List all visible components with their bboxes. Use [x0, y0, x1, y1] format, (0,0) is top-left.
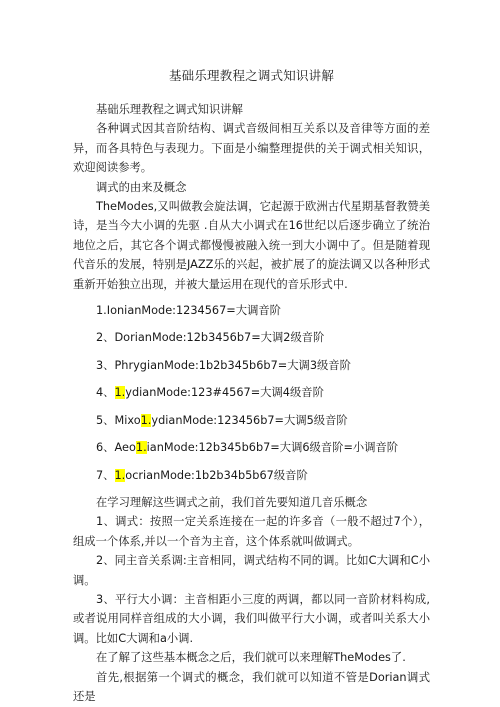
mode-item	[73, 466, 430, 485]
mode-text: 3、PhrygianMode:1b2b345b6b7=大调3级音阶	[96, 358, 351, 372]
mode-text: 2、DorianMode:12b3456b7=大调2级音阶	[96, 331, 325, 345]
highlighted-text: 1.	[135, 441, 147, 455]
mode-text: ydianMode:123#4567=大调4级音阶	[125, 386, 324, 400]
mode-text: 7、	[96, 468, 115, 482]
page-title: 基础乐理教程之调式知识讲解	[168, 68, 335, 83]
mode-item	[73, 356, 430, 375]
highlighted-text: 1.	[114, 468, 126, 482]
section-heading: 调式的由来及概念	[96, 180, 187, 194]
highlighted-text: 1.	[114, 386, 126, 400]
concepts-intro: 在学习理解这些调式之前，我们首先要知道几音乐概念	[96, 495, 368, 509]
subtitle-paragraph: 基础乐理教程之调式知识讲解	[96, 103, 243, 116]
definition-mode: 1、调式：按照一定关系连接在一起的许多音（一般不超过7个），组成一个体系,并以一个音为主音，这个体系就叫做调式。	[73, 515, 430, 548]
last-paragraph: 首先,根据第一个调式的概念，我们就可以知道不管是Dorian调式还是	[73, 670, 430, 703]
mode-text: 5、Mixo	[96, 413, 141, 427]
modes-list	[73, 301, 430, 485]
mode-text: 6、Aeo	[96, 441, 136, 455]
history-paragraph: TheModes,又叫做教会旋法调，它起源于欧洲古代星期基督教赞美诗，是当今大小调的先驱 .自从大小调式在16世纪以后逐步确立了统治地位之后，其它各个调式都慢慢被融入统一到大小调中了。但是随着现代音乐的发展，特别是JAZZ乐的兴起，被扩展了的旋法调又以各种形式重新开始独立出现，并被大量运用在现代的音乐形式中.	[73, 200, 430, 291]
mode-text: ocrianMode:1b2b34b5b67级音阶	[125, 468, 308, 482]
mode-item	[73, 301, 430, 320]
mode-text: 4、	[96, 386, 115, 400]
mode-item	[73, 411, 430, 430]
mode-text: 1.IonianMode:1234567=大调音阶	[96, 304, 281, 318]
definition-same-tonic: 2、同主音关系调:主音相同，调式结构不同的调。比如C大调和C小调。	[73, 554, 430, 587]
mode-item	[73, 438, 430, 457]
mode-text: ydianMode:123456b7=大调5级音阶	[151, 413, 348, 427]
after-concepts: 在了解了这些基本概念之后，我们就可以来理解TheModes了.	[96, 651, 406, 665]
definition-relative-keys: 3、平行大小调：主音相距小三度的两调，都以同一音阶材料构成,或者说用同样音组成的大小调，我们叫做平行大小调，或者叫关系大小调。比如C大调和a小调.	[73, 592, 430, 645]
intro-paragraph: 各种调式因其音阶结构、调式音级间相互关系以及音律等方面的差异，而各具特色与表现力。下面是小编整理提供的关于调式相关知识，欢迎阅读参考。	[73, 122, 430, 175]
mode-text: ianMode:12b345b6b7=大调6级音阶=小调音阶	[146, 441, 399, 455]
mode-item	[73, 328, 430, 347]
mode-item	[73, 383, 430, 402]
highlighted-text: 1.	[140, 413, 152, 427]
